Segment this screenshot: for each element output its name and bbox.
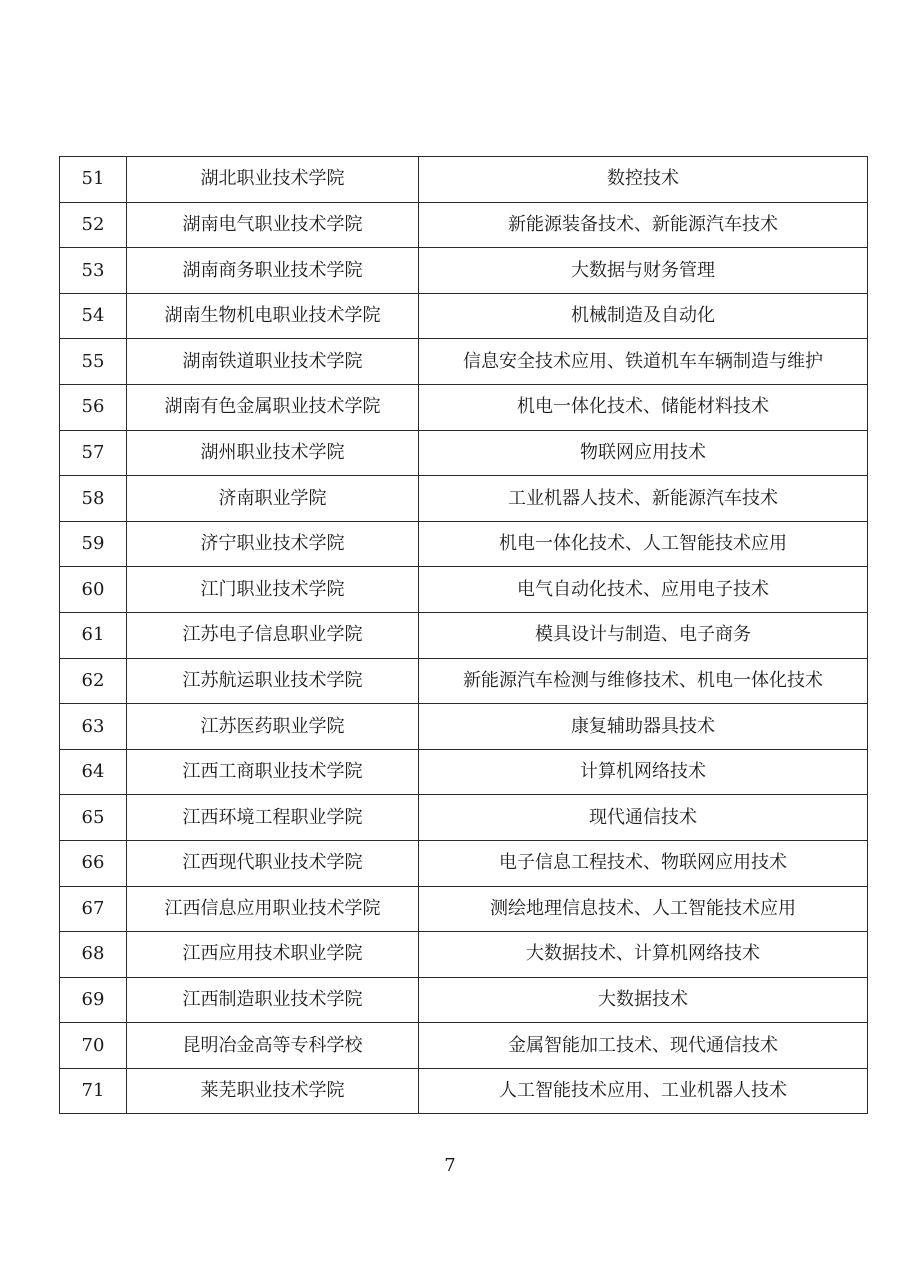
- table-row: [60, 612, 868, 658]
- major-list: 机电一体化技术、人工智能技术应用: [419, 521, 868, 567]
- school-name: 莱芜职业技术学院: [127, 1068, 419, 1114]
- major-list: 机械制造及自动化: [419, 293, 868, 339]
- table-row: [60, 476, 868, 522]
- table-row: [60, 248, 868, 294]
- row-number: 64: [60, 749, 127, 795]
- row-number: 61: [60, 612, 127, 658]
- school-name: 湖北职业技术学院: [127, 157, 419, 203]
- major-list: 人工智能技术应用、工业机器人技术: [419, 1068, 868, 1114]
- school-name: 江苏航运职业技术学院: [127, 658, 419, 704]
- table-row: [60, 886, 868, 932]
- major-list: 电气自动化技术、应用电子技术: [419, 567, 868, 613]
- table-row: [60, 293, 868, 339]
- table-row: [60, 1068, 868, 1114]
- row-number: 59: [60, 521, 127, 567]
- row-number: 67: [60, 886, 127, 932]
- row-number: 52: [60, 202, 127, 248]
- table-row: [60, 795, 868, 841]
- table-body: [60, 157, 868, 1114]
- major-list: 康复辅助器具技术: [419, 704, 868, 750]
- row-number: 51: [60, 157, 127, 203]
- table-row: [60, 1023, 868, 1069]
- major-list: 物联网应用技术: [419, 430, 868, 476]
- school-name: 昆明冶金高等专科学校: [127, 1023, 419, 1069]
- major-list: 大数据技术、计算机网络技术: [419, 932, 868, 978]
- row-number: 70: [60, 1023, 127, 1069]
- school-name: 江门职业技术学院: [127, 567, 419, 613]
- school-name: 江苏电子信息职业学院: [127, 612, 419, 658]
- table-row: [60, 658, 868, 704]
- table-row: [60, 749, 868, 795]
- row-number: 68: [60, 932, 127, 978]
- major-list: 金属智能加工技术、现代通信技术: [419, 1023, 868, 1069]
- row-number: 60: [60, 567, 127, 613]
- major-list: 计算机网络技术: [419, 749, 868, 795]
- school-name: 江西工商职业技术学院: [127, 749, 419, 795]
- major-list: 大数据与财务管理: [419, 248, 868, 294]
- row-number: 53: [60, 248, 127, 294]
- row-number: 55: [60, 339, 127, 385]
- school-name: 湖南铁道职业技术学院: [127, 339, 419, 385]
- school-name: 济宁职业技术学院: [127, 521, 419, 567]
- major-list: 新能源汽车检测与维修技术、机电一体化技术: [419, 658, 868, 704]
- school-name: 江西环境工程职业学院: [127, 795, 419, 841]
- row-number: 56: [60, 384, 127, 430]
- table-row: [60, 704, 868, 750]
- table-row: [60, 567, 868, 613]
- row-number: 63: [60, 704, 127, 750]
- table-row: [60, 840, 868, 886]
- table-row: [60, 384, 868, 430]
- table-row: [60, 977, 868, 1023]
- school-name: 湖州职业技术学院: [127, 430, 419, 476]
- major-list: 大数据技术: [419, 977, 868, 1023]
- row-number: 71: [60, 1068, 127, 1114]
- school-major-table: [59, 156, 868, 1114]
- table-row: [60, 202, 868, 248]
- row-number: 57: [60, 430, 127, 476]
- row-number: 54: [60, 293, 127, 339]
- row-number: 65: [60, 795, 127, 841]
- major-list: 数控技术: [419, 157, 868, 203]
- major-list: 信息安全技术应用、铁道机车车辆制造与维护: [419, 339, 868, 385]
- major-list: 电子信息工程技术、物联网应用技术: [419, 840, 868, 886]
- school-name: 江西应用技术职业学院: [127, 932, 419, 978]
- major-list: 现代通信技术: [419, 795, 868, 841]
- row-number: 58: [60, 476, 127, 522]
- school-name: 湖南有色金属职业技术学院: [127, 384, 419, 430]
- table-row: [60, 521, 868, 567]
- table-row: [60, 339, 868, 385]
- school-name: 江苏医药职业学院: [127, 704, 419, 750]
- school-name: 江西信息应用职业技术学院: [127, 886, 419, 932]
- major-list: 测绘地理信息技术、人工智能技术应用: [419, 886, 868, 932]
- row-number: 62: [60, 658, 127, 704]
- major-list: 工业机器人技术、新能源汽车技术: [419, 476, 868, 522]
- table-row: [60, 932, 868, 978]
- major-list: 新能源装备技术、新能源汽车技术: [419, 202, 868, 248]
- row-number: 66: [60, 840, 127, 886]
- school-name: 湖南商务职业技术学院: [127, 248, 419, 294]
- school-name: 湖南电气职业技术学院: [127, 202, 419, 248]
- major-list: 机电一体化技术、储能材料技术: [419, 384, 868, 430]
- page-number: 7: [444, 1155, 456, 1176]
- table-row: [60, 430, 868, 476]
- major-list: 模具设计与制造、电子商务: [419, 612, 868, 658]
- school-name: 江西制造职业技术学院: [127, 977, 419, 1023]
- school-name: 江西现代职业技术学院: [127, 840, 419, 886]
- row-number: 69: [60, 977, 127, 1023]
- school-name: 湖南生物机电职业技术学院: [127, 293, 419, 339]
- table-row: [60, 157, 868, 203]
- school-name: 济南职业学院: [127, 476, 419, 522]
